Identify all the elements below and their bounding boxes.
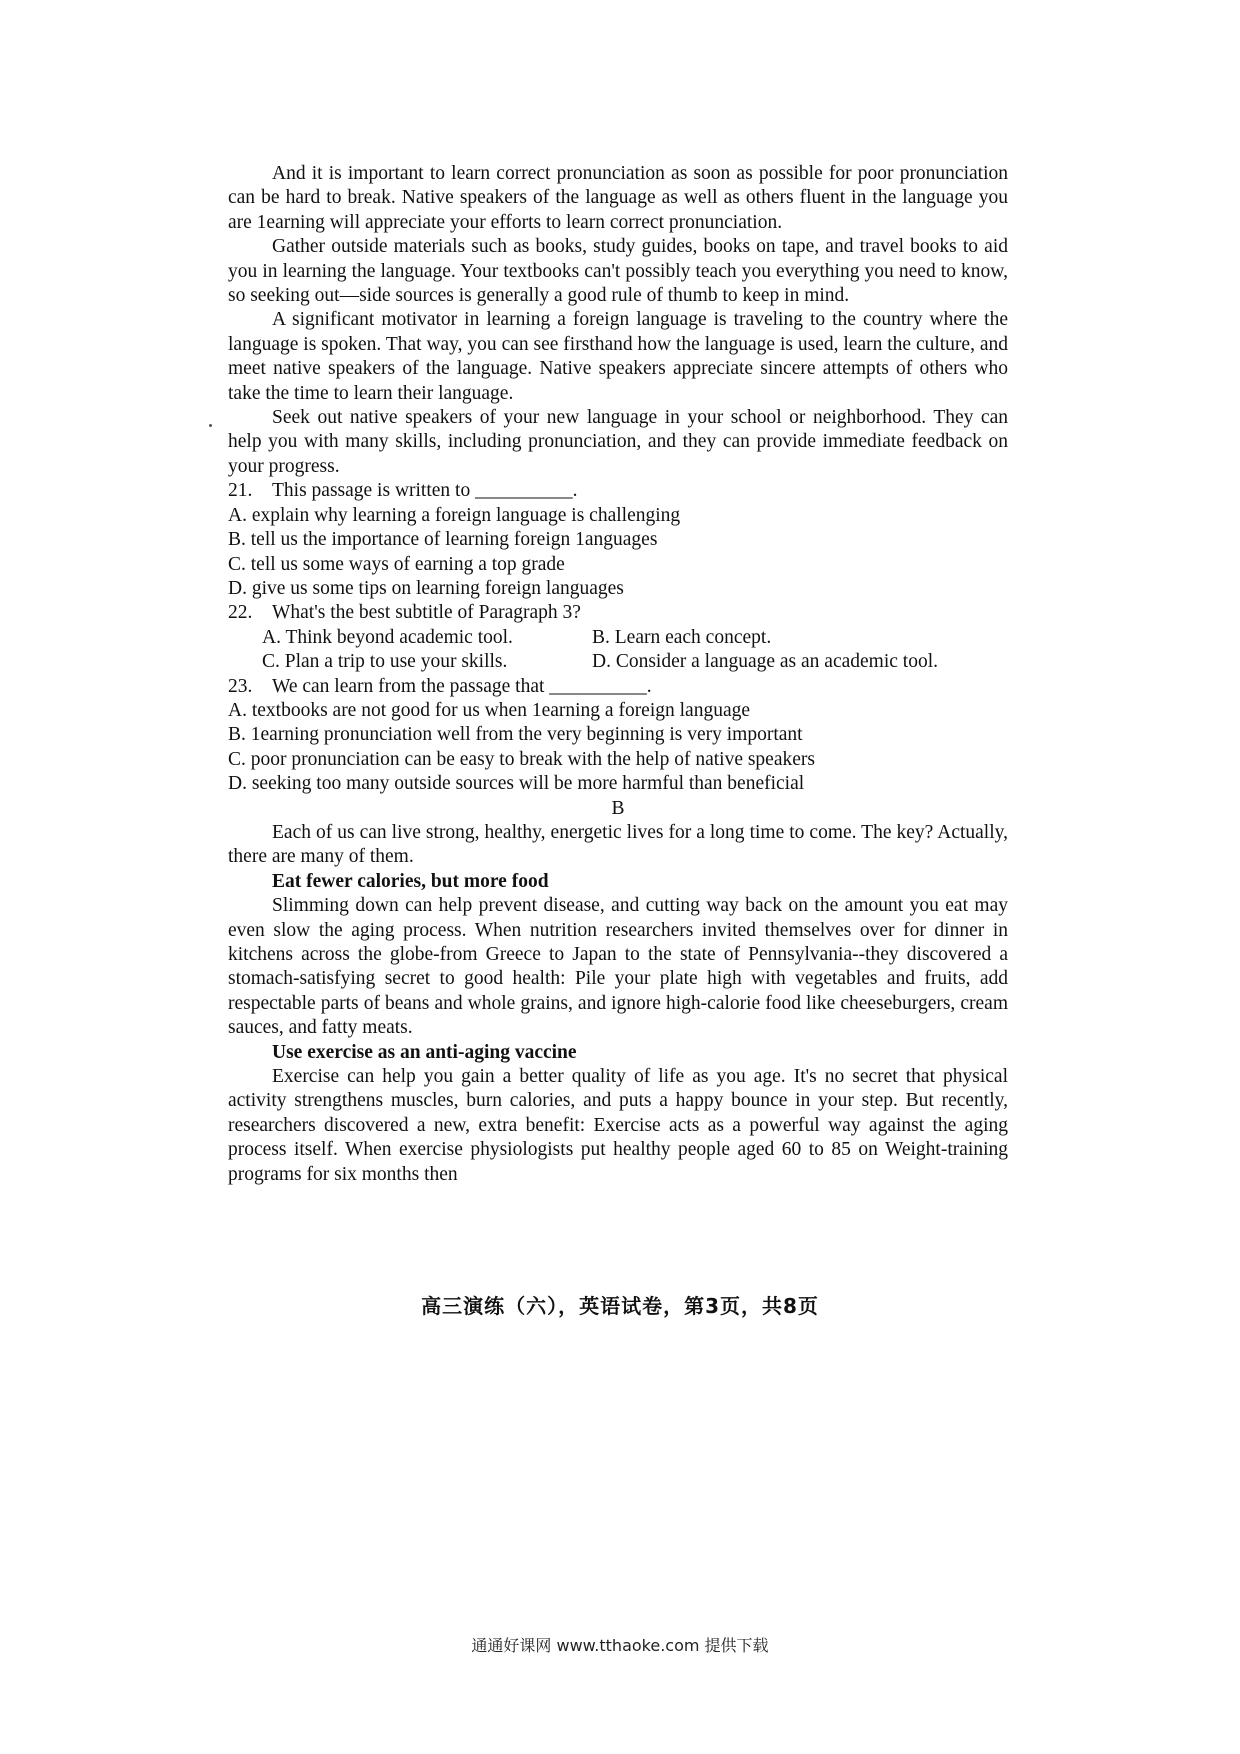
question-stem: This passage is written to __________.	[272, 480, 578, 502]
option-b: B. Learn each concept.	[592, 626, 772, 648]
option-c: C. tell us some ways of earning a top grade	[228, 553, 565, 575]
question-number: 21.	[228, 480, 253, 502]
option-a: A. Think beyond academic tool.	[262, 626, 513, 648]
subheading: Use exercise as an anti-aging vaccine	[272, 1041, 577, 1063]
option-d: D. give us some tips on learning foreign languages	[228, 577, 624, 599]
question-stem: What's the best subtitle of Paragraph 3?	[272, 602, 581, 624]
passage-a-paragraph: Seek out native speakers of your new language in your school or neighborhood. They can help you with many skills, including pronunciation, and they can provide immediate feedback on your progress.	[228, 407, 1008, 477]
option-a: A. explain why learning a foreign language is challenging	[228, 504, 681, 526]
page-footer: 高三演练（六），英语试卷，第3页，共8页	[421, 1294, 819, 1318]
section-letter: B	[611, 797, 625, 819]
option-d: D. Consider a language as an academic tool.	[592, 651, 939, 673]
option-c: C. poor pronunciation can be easy to break with the help of native speakers	[228, 748, 815, 770]
subheading: Eat fewer calories, but more food	[272, 870, 549, 892]
passage-a-paragraph: A significant motivator in learning a foreign language is traveling to the country where the language is spoken. That way, you can see firsthand how the language is used, learn the culture, and meet native speakers of the language. Native speakers appreciate sincere attempts of others who take the time to learn their language.	[228, 309, 1008, 404]
passage-a-paragraph: Gather outside materials such as books, study guides, books on tape, and travel books to aid you in learning the language. Your textbooks can't possibly teach you everything you need to know, so seeking out—side sources is generally a good rule of thumb to keep in mind.	[228, 236, 1008, 307]
option-c: C. Plan a trip to use your skills.	[262, 651, 508, 673]
options-grid	[262, 626, 1008, 675]
passage-a-paragraph: And it is important to learn correct pronunciation as soon as possible for poor pronunciation can be hard to break. Native speakers of the language as well as others fluent in the language you are 1earning will appreciate your efforts to learn correct pronunciation.	[228, 163, 1008, 233]
passage-b-intro: Each of us can live strong, healthy, energetic lives for a long time to come. The key? Actually, there are many of them.	[228, 821, 1008, 868]
option-b: B. tell us the importance of learning foreign 1anguages	[228, 529, 658, 551]
option-a: A. textbooks are not good for us when 1earning a foreign language	[228, 699, 751, 721]
question-number: 22.	[228, 602, 253, 624]
question-stem: We can learn from the passage that __________.	[272, 675, 652, 697]
passage-b-paragraph: Slimming down can help prevent disease, and cutting way back on the amount you eat may even slow the aging process. When nutrition researchers invited themselves over for dinner in kitchens across the globe-from Greece to Japan to the state of Pennsylvania--they discovered a stomach-satisfying secret to good health: Pile your plate high with vegetables and fruits, add respectable parts of beans and whole grains, and ignore high-calorie food like cheeseburgers, cream sauces, and fatty meats.	[228, 895, 1008, 1039]
question-22	[228, 601, 1008, 674]
option-b: B. 1earning pronunciation well from the very beginning is very important	[228, 724, 803, 746]
scan-speck	[209, 424, 212, 427]
page-content	[228, 162, 1008, 1187]
option-d: D. seeking too many outside sources will be more harmful than beneficial	[228, 773, 805, 795]
question-number: 23.	[228, 675, 253, 697]
download-watermark: 通通好课网 www.tthaoke.com 提供下载	[471, 1636, 769, 1655]
question-23	[228, 675, 1008, 797]
passage-b-paragraph: Exercise can help you gain a better quality of life as you age. It's no secret that physical activity strengthens muscles, burn calories, and puts a happy bounce in your step. But recently, researchers discovered a new, extra benefit: Exercise acts as a powerful way against the aging process itself. When exercise physiologists put healthy people aged 60 to 85 on Weight-training programs for six months then	[228, 1066, 1008, 1185]
question-21	[228, 479, 1008, 601]
